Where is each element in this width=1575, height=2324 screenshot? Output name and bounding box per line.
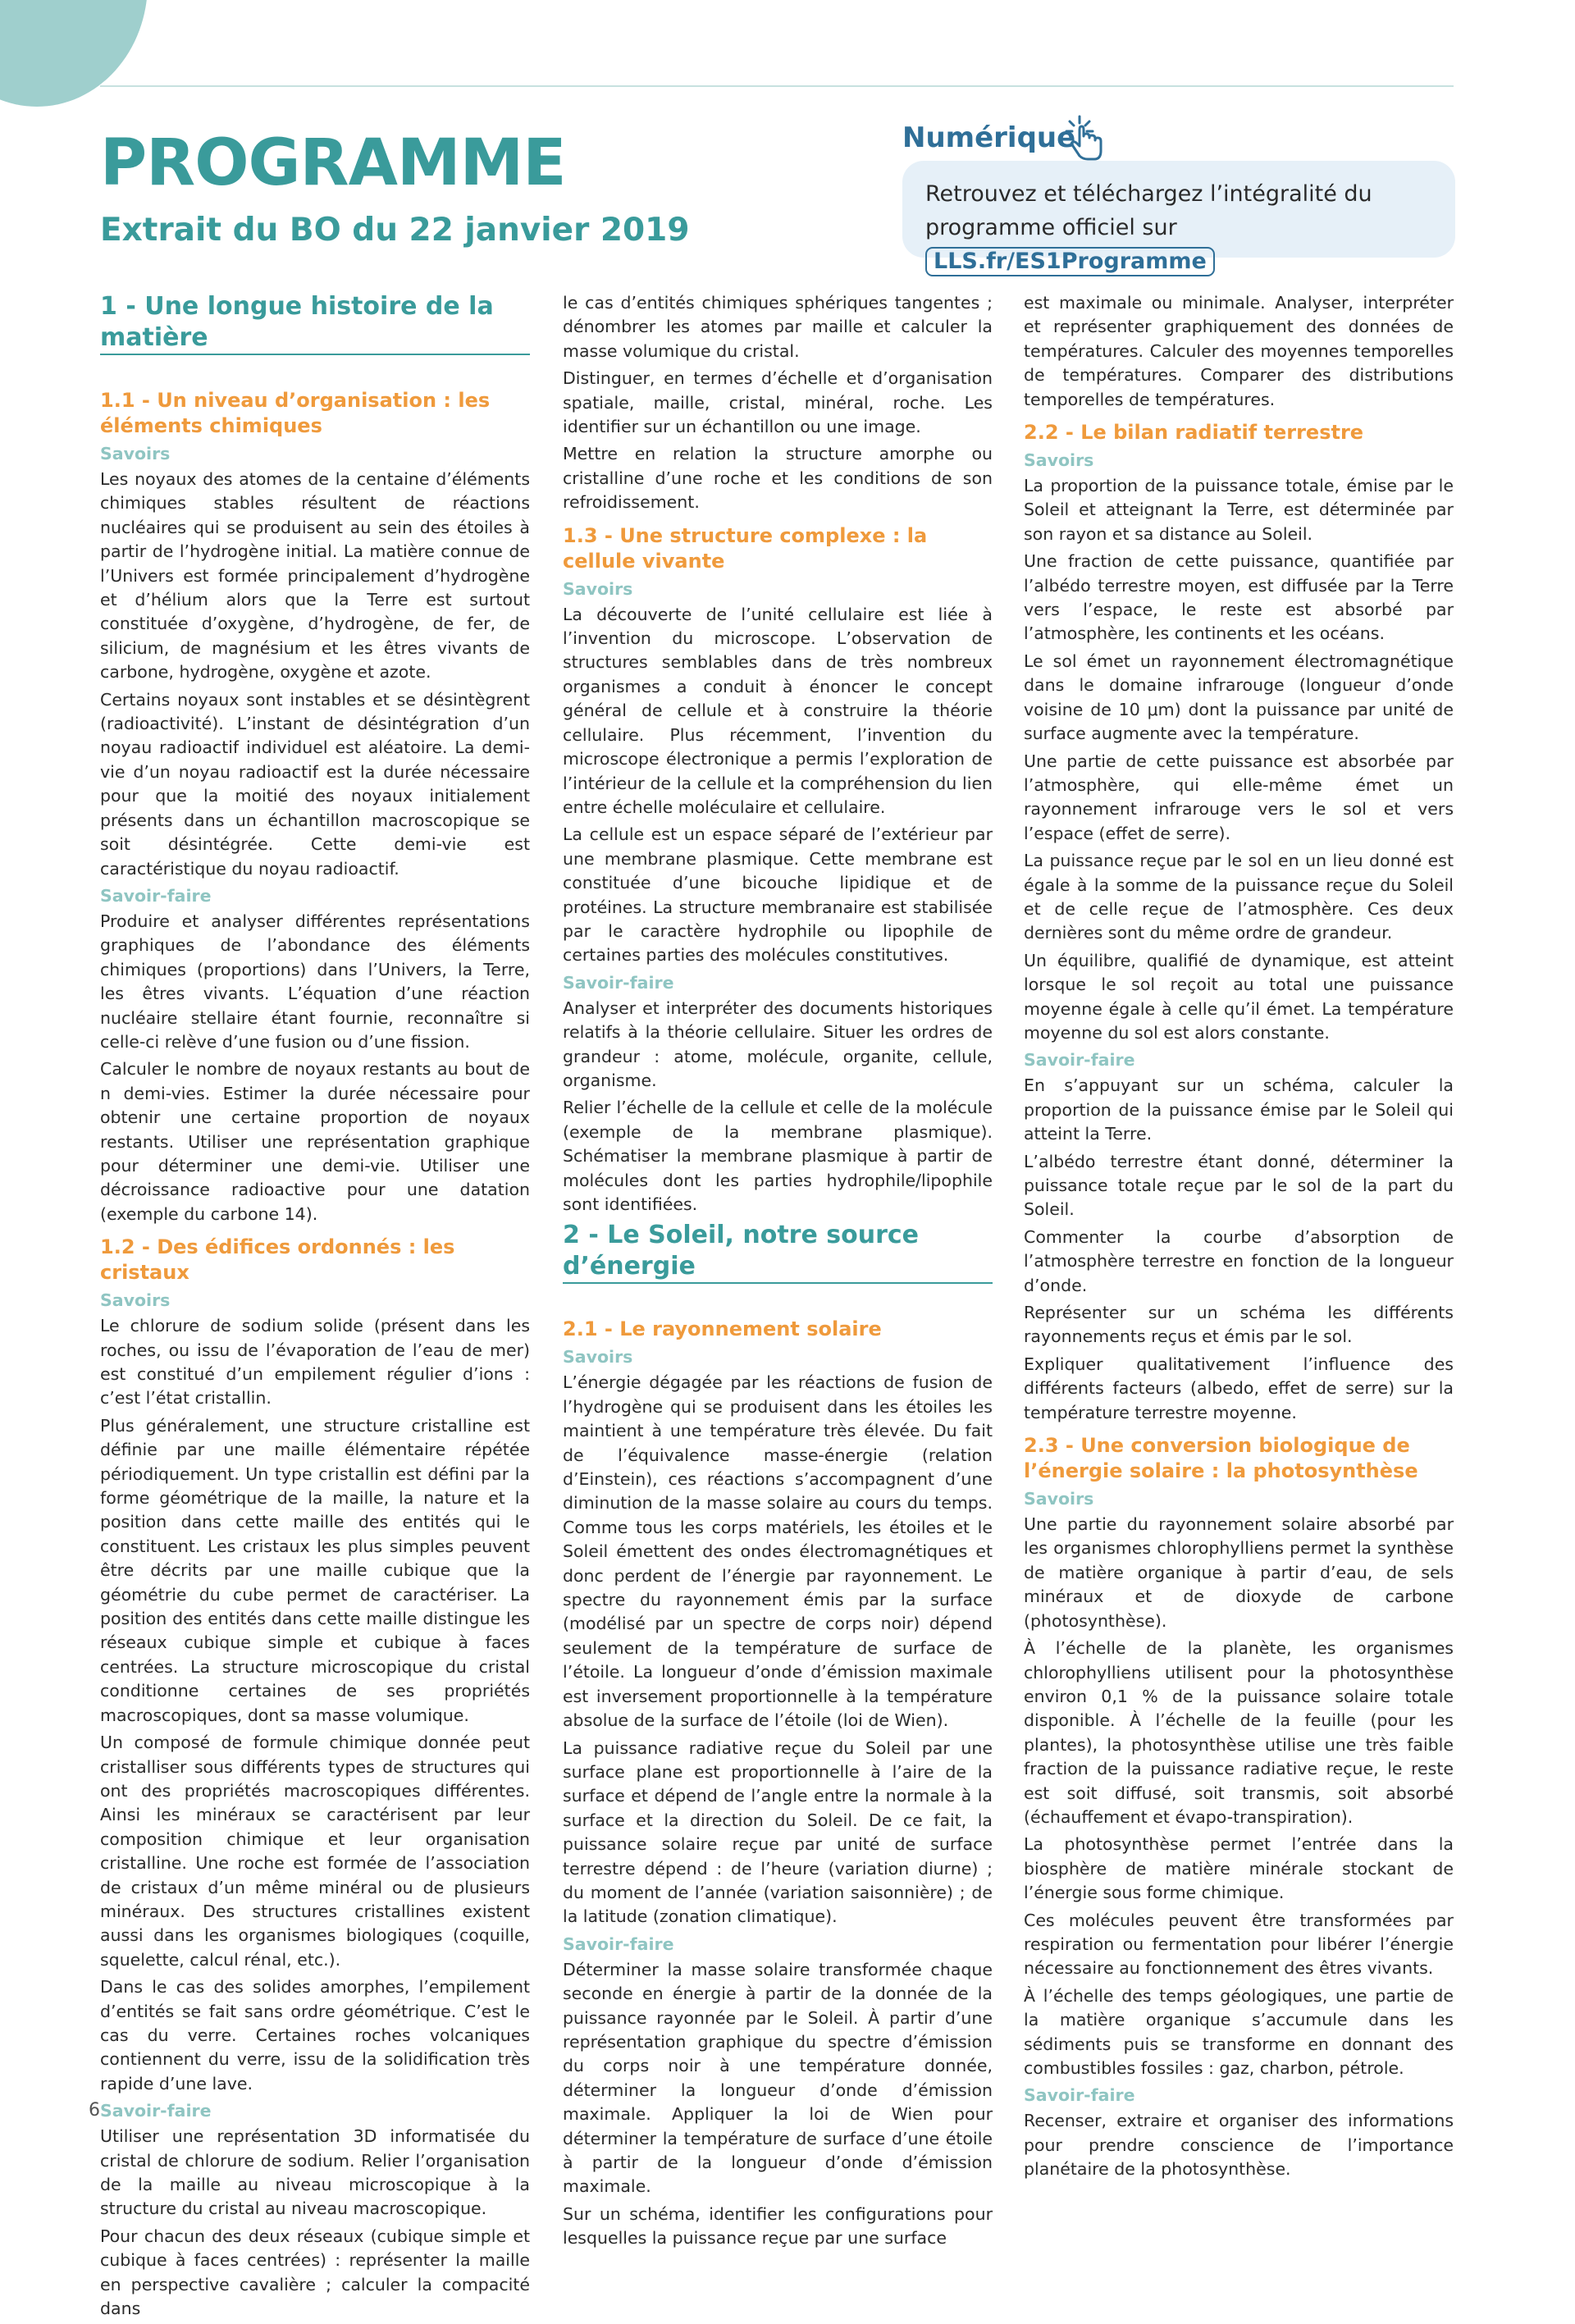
paragraph: La cellule est un espace séparé de l’extérieur par une membrane plasmique. Cette membrane est constituée d’une bicouche lipidique et de protéines. La structure membranaire est stabilisée par le caractère hydrophile ou lipophile de certaines parties des molécules constitutives.: [563, 824, 993, 966]
paragraph: Une partie du rayonnement solaire absorbé par les organismes chlorophylliens permet la synthèse de matière organique à partir d’eau, de sels minéraux et de dioxyde de carbone (photosynthèse).: [1024, 1514, 1454, 1631]
subsection-heading: 2.2 - Le bilan radiatif terrestre: [1024, 421, 1364, 445]
paragraph: Un équilibre, qualifié de dynamique, est atteint lorsque le sol reçoit au total une puissance moyenne égale à celle qu’il émet. La température moyenne du sol est alors constante.: [1024, 950, 1454, 1043]
column-3: [1024, 291, 1454, 2185]
pointing-hand-icon: [1063, 113, 1107, 162]
column-1: [100, 291, 530, 2324]
corner-decoration: [0, 0, 148, 107]
category-label: Savoir-faire: [100, 2101, 212, 2121]
paragraph: La puissance reçue par le sol en un lieu donné est égale à la somme de la puissance reçue du Soleil et de celle reçue de l’atmosphère. Ces deux dernières sont du même ordre de grandeur.: [1024, 851, 1454, 943]
paragraph: Produire et analyser différentes représentations graphiques de l’abondance des éléments chimiques (proportions) dans l’Univers, la Terre, les êtres vivants. L’équation d’une réaction nucléaire stellaire étant fournie, reconnaître si celle-ci relève d’une fusion ou d’une fission.: [100, 911, 530, 1052]
programme-link[interactable]: LLS.fr/ES1Programme: [925, 247, 1215, 276]
paragraph: La découverte de l’unité cellulaire est liée à l’invention du microscope. L’observation de structures semblables dans de très nombreux organismes a conduit à énoncer le concept général de cellule et à construire la théorie cellulaire. Plus récemment, l’invention du microscope électronique a permis l’exploration de l’intérieur de la cellule et la compréhension du lien entre échelle moléculaire et cellulaire.: [563, 604, 993, 817]
category-label: Savoirs: [563, 578, 633, 599]
paragraph: Commenter la courbe d’absorption de l’atmosphère terrestre en fonction de la longueur d’onde.: [1024, 1226, 1454, 1295]
page-subtitle: Extrait du BO du 22 janvier 2019: [100, 212, 690, 249]
subsection-heading: 2.3 - Une conversion biologique de l’énergie solaire : la photosynthèse: [1024, 1434, 1418, 1483]
paragraph: L’albédo terrestre étant donné, déterminer la puissance totale reçue par le sol de la part du Soleil.: [1024, 1151, 1454, 1220]
category-label: Savoir-faire: [100, 885, 212, 906]
category-label: Savoirs: [1024, 1489, 1094, 1509]
paragraph: Une fraction de cette puissance, quantifiée par l’albédo terrestre moyen, est diffusée par la Terre vers l’espace, le reste est absorbé par l’atmosphère, les continents et les océans.: [1024, 551, 1454, 644]
subsection-heading: 1.3 - Une structure complexe : la cellule vivante: [563, 523, 928, 573]
paragraph: Expliquer qualitativement l’influence des différents facteurs (albedo, effet de serre) sur la température terrestre moyenne.: [1024, 1354, 1454, 1422]
paragraph: est maximale ou minimale. Analyser, interpréter et représenter graphiquement des données de températures. Calculer des moyennes temporelles de températures. Comparer des distributions temporelles de températures.: [1024, 293, 1454, 409]
header-divider: [100, 85, 1454, 87]
paragraph: L’énergie dégagée par les réactions de fusion de l’hydrogène qui se produisent dans les étoiles les maintient à une température très élevée. Du fait de l’équivalence masse-énergie (relation d’Einstein), ces réactions s’accompagnent d’une diminution de la masse solaire au cours du temps. Comme tous les corps matériels, les étoiles et le Soleil émettent des ondes électromagnétiques et donc perdent de l’énergie par rayonnement. Le spectre du rayonnement émis par la surface (modélisé par un spectre de corps noir) dépend seulement de la température de surface de l’étoile. La longueur d’onde d’émission maximale est inversement proportionnelle à la température absolue de la surface de l’étoile (loi de Wien).: [563, 1372, 993, 1731]
paragraph: Analyser et interpréter des documents historiques relatifs à la théorie cellulaire. Situer les ordres de grandeur : atome, molécule, organite, cellule, organisme.: [563, 998, 993, 1090]
paragraph: Déterminer la masse solaire transformée chaque seconde en énergie à partir de la donnée de la puissance rayonnée par le Soleil. À partir d’une représentation graphique du spectre d’émission du corps noir à une température donnée, déterminer la longueur d’onde d’émission maximale. Appliquer la loi de Wien pour déterminer la température de surface d’une étoile à partir de la longueur d’onde d’émission maximale.: [563, 1959, 993, 2197]
paragraph: La puissance radiative reçue du Soleil par une surface plane est proportionnelle à l’aire de la surface et dépend de l’angle entre la normale à la surface et la direction du Soleil. De ce fait, la puissance solaire reçue par unité de surface terrestre dépend : de l’heure (variation diurne) ; du moment de l’année (variation saisonnière) ; de la latitude (zonation climatique).: [563, 1737, 993, 1927]
paragraph: La proportion de la puissance totale, émise par le Soleil et atteignant la Terre, est déterminée par son rayon et sa distance au Soleil.: [1024, 476, 1454, 544]
section-heading: 1 - Une longue histoire de la matière: [100, 291, 530, 355]
category-label: Savoirs: [563, 1347, 633, 1367]
paragraph: Le sol émet un rayonnement électromagnétique dans le domaine infrarouge (longueur d’onde voisine de 10 μm) dont la puissance par unité de surface augmente avec la température.: [1024, 651, 1454, 744]
page-title: PROGRAMME: [100, 126, 566, 200]
paragraph: Recenser, extraire et organiser des informations pour prendre conscience de l’importance planétaire de la photosynthèse.: [1024, 2111, 1454, 2180]
paragraph: Calculer le nombre de noyaux restants au bout de n demi-vies. Estimer la durée nécessaire pour obtenir une certaine proportion de noyaux restants. Utiliser une représentation graphique pour déterminer une demi-vie. Utiliser une décroissance radioactive pour une datation (exemple du carbone 14).: [100, 1059, 530, 1224]
paragraph: Distinguer, en termes d’échelle et d’organisation spatiale, maille, cristal, minéral, roche. Les identifier sur un échantillon ou une image.: [563, 368, 993, 437]
numerique-text: Retrouvez et téléchargez l’intégralité du programme officiel sur: [925, 181, 1372, 240]
paragraph: Une partie de cette puissance est absorbée par l’atmosphère, qui elle-même émet un rayonnement infrarouge vers le sol et vers l’espace (effet de serre).: [1024, 751, 1454, 843]
numerique-label: Numérique: [902, 121, 1076, 154]
paragraph: Un composé de formule chimique donnée peut cristalliser sous différents types de structures qui ont des propriétés macroscopiques différentes. Ainsi les minéraux se caractérisent par leur composition chimique et leur organisation cristalline. Une roche est formée de l’association de cristaux d’un même minéral ou de plusieurs minéraux. Des structures cristallines existent aussi dans les organismes biologiques (coquille, squelette, calcul rénal, etc.).: [100, 1733, 530, 1970]
subsection-heading: 1.1 - Un niveau d’organisation : les éléments chimiques: [100, 389, 491, 437]
paragraph: Représenter sur un schéma les différents rayonnements reçus et émis par le sol.: [1024, 1303, 1454, 1347]
category-label: Savoir-faire: [1024, 1050, 1135, 1071]
category-label: Savoir-faire: [563, 1934, 674, 1954]
subsection-heading: 1.2 - Des édifices ordonnés : les cristaux: [100, 1235, 455, 1285]
paragraph: Mettre en relation la structure amorphe ou cristalline d’une roche et les conditions de son refroidissement.: [563, 444, 993, 513]
paragraph: Sur un schéma, identifier les configurations pour lesquelles la puissance reçue par une surface: [563, 2203, 993, 2249]
section-heading: 2 - Le Soleil, notre source d’énergie: [563, 1220, 993, 1284]
paragraph: En s’appuyant sur un schéma, calculer la proportion de la puissance émise par le Soleil qui atteint la Terre.: [1024, 1075, 1454, 1144]
paragraph: Plus généralement, une structure cristalline est définie par une maille élémentaire répétée périodiquement. Un type cristallin est défini par la forme géométrique de la maille, la nature et la position dans cette maille des entités qui le constituent. Les cristaux les plus simples peuvent être décrits par une maille cubique que la géométrie du cube permet de caractériser. La position des entités dans cette maille distingue les réseaux cubique simple et cubique à faces centrées. La structure microscopique du cristal conditionne certaines de ses propriétés macroscopiques, dont sa masse volumique.: [100, 1415, 530, 1725]
paragraph: À l’échelle des temps géologiques, une partie de la matière organique s’accumule dans les sédiments puis se transforme en donnant des combustibles fossiles : gaz, charbon, pétrole.: [1024, 1985, 1454, 2078]
category-label: Savoirs: [100, 444, 171, 463]
paragraph: Utiliser une représentation 3D informatisée du cristal de chlorure de sodium. Relier l’organisation de la maille au niveau microscopique à la structure du cristal au niveau macroscopique.: [100, 2126, 530, 2219]
category-label: Savoir-faire: [563, 972, 674, 993]
paragraph: Relier l’échelle de la cellule et celle de la molécule (exemple de la membrane plasmique). Schématiser la membrane plasmique à partir de molécules dont les parties hydrophile/lipophile sont identifiées.: [563, 1098, 993, 1214]
category-label: Savoirs: [1024, 450, 1094, 471]
paragraph: le cas d’entités chimiques sphériques tangentes ; dénombrer les atomes par maille et calculer la masse volumique du cristal.: [563, 293, 993, 361]
paragraph: Les noyaux des atomes de la centaine d’éléments chimiques stables résultent de réactions nucléaires qui se produisent au sein des étoiles à partir de l’hydrogène initial. La matière connue de l’Univers est formée principalement d’hydrogène et d’hélium alors que la Terre est surtout constituée d’oxygène, d’hydrogène, de fer, de silicium, de magnésium et les êtres vivants de carbone, hydrogène, oxygène et azote.: [100, 469, 530, 683]
page-number: 6: [89, 2100, 100, 2121]
column-2: [563, 291, 993, 2254]
paragraph: Pour chacun des deux réseaux (cubique simple et cubique à faces centrées) : représenter la maille en perspective cavalière ; calculer la compacité dans: [100, 2226, 530, 2319]
paragraph: La photosynthèse permet l’entrée dans la biosphère de matière minérale stockant de l’énergie sous forme chimique.: [1024, 1834, 1454, 1903]
category-label: Savoir-faire: [1024, 2085, 1135, 2106]
paragraph: Le chlorure de sodium solide (présent dans les roches, ou issu de l’évaporation de l’eau de mer) est constitué d’un empilement régulier d’ions : c’est l’état cristallin.: [100, 1316, 530, 1409]
numerique-box: [902, 161, 1455, 274]
paragraph: Dans le cas des solides amorphes, l’empilement d’entités se fait sans ordre géométrique. C’est le cas du verre. Certaines roches volcaniques contiennent du verre, issu de la solidification très rapide d’une lave.: [100, 1977, 530, 2093]
paragraph: Certains noyaux sont instables et se désintègrent (radioactivité). L’instant de désintégration d’un noyau radioactif individuel est aléatoire. La demi-vie d’un noyau radioactif est la durée nécessaire pour que la moitié des noyaux initialement présents dans un échantillon macroscopique se soit désintégrée. Cette demi-vie est caractéristique du noyau radioactif.: [100, 689, 530, 879]
paragraph: À l’échelle de la planète, les organismes chlorophylliens utilisent pour la photosynthèse environ 0,1 % de la puissance solaire totale disponible. À l’échelle de la feuille (pour les plantes), la photosynthèse utilise une très faible fraction de la puissance radiative reçue, le reste est soit diffusé, soit transmis, soit absorbé (échauffement et évapo-transpiration).: [1024, 1638, 1454, 1827]
category-label: Savoirs: [100, 1290, 171, 1311]
subsection-heading: 2.1 - Le rayonnement solaire: [563, 1317, 882, 1341]
paragraph: Ces molécules peuvent être transformées par respiration ou fermentation pour libérer l’énergie nécessaire au fonctionnement des êtres vivants.: [1024, 1910, 1454, 1979]
